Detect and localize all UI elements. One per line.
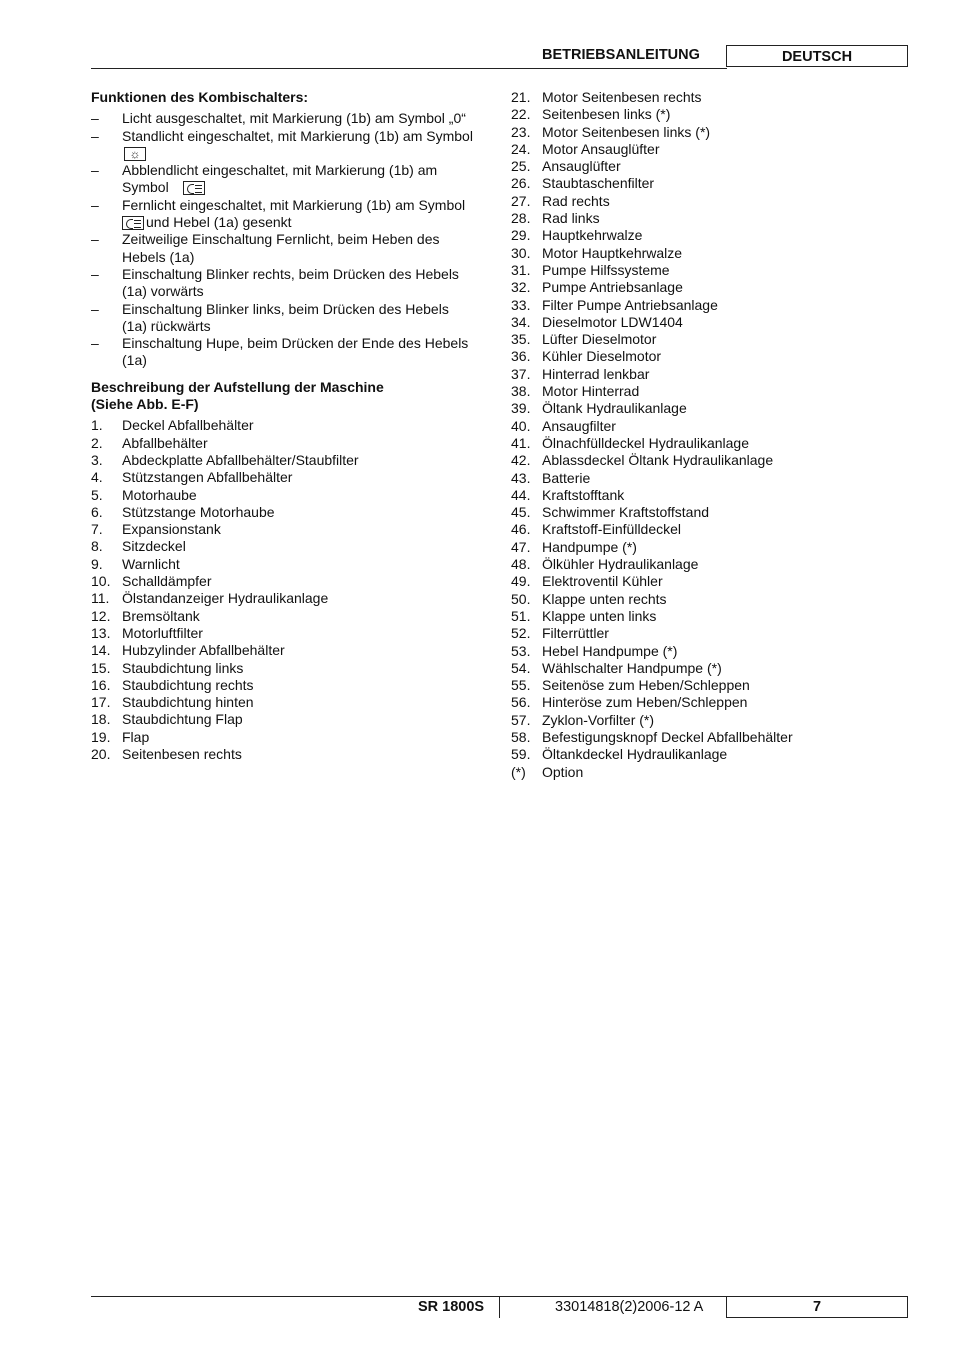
item-label: Motorhaube [122,486,197,503]
list-item [91,590,491,607]
item-number: 53. [511,642,531,659]
item-number: 49. [511,573,531,590]
list-item [511,487,931,504]
item-number: 45. [511,504,531,521]
function-text: Einschaltung Hupe, beim Drücken der Ende des Hebels [122,335,469,352]
list-item [511,521,931,538]
item-label: Flap [122,728,150,745]
item-number: 15. [91,659,111,676]
list-item [511,694,931,711]
list-item [511,643,931,660]
list-item [91,746,491,763]
item-label: Motor Seitenbesen links (*) [542,123,711,140]
item-number: 31. [511,261,531,278]
function-item [91,266,491,301]
list-item [511,764,931,781]
list-item [511,608,931,625]
item-number: 39. [511,400,531,417]
item-number: 23. [511,123,531,140]
list-item [511,400,931,417]
item-label: Rad rechts [542,192,610,209]
item-label: Schalldämpfer [122,573,212,590]
item-number: 35. [511,331,531,348]
function-text: Einschaltung Blinker links, beim Drücken des Hebels [122,300,449,317]
list-item [511,677,931,694]
function-text: Abblendlicht eingeschaltet, mit Markierung (1b) am [122,162,438,179]
item-number: 47. [511,538,531,555]
footer-separator [499,1297,500,1318]
item-label: Deckel Abfallbehälter [122,417,254,434]
item-label: Expansionstank [122,521,221,538]
item-label: Kraftstoff-Einfülldeckel [542,521,682,538]
list-item [511,504,931,521]
dash: – [91,127,99,144]
list-item [511,383,931,400]
dash: – [91,335,99,352]
item-label: Öltankdeckel Hydraulikanlage [542,746,728,763]
item-number: 18. [91,711,111,728]
function-item [91,335,491,370]
list-item [91,677,491,694]
item-number: 16. [91,676,111,693]
item-label: Sitzdeckel [122,538,186,555]
item-label: Staubdichtung rechts [122,676,254,693]
list-item [511,556,931,573]
list-item [511,158,931,175]
item-label: Seitenbesen links (*) [542,106,671,123]
item-number: 2. [91,434,103,451]
right-column [511,89,931,781]
functions-heading: Funktionen des Kombischalters: [91,89,309,105]
function-text: (1a) vorwärts [122,283,204,300]
item-label: Warnlicht [122,555,180,572]
item-label: Ölkühler Hydraulikanlage [542,556,699,573]
item-label: Filter Pumpe Antriebsanlage [542,296,718,313]
function-item [91,231,491,266]
list-item [511,245,931,262]
item-number: 27. [511,192,531,209]
item-number: (*) [511,763,526,780]
footer-doc-code: 33014818(2)2006-12 A [555,1299,704,1315]
item-number: 20. [91,745,111,762]
item-label: Stützstange Motorhaube [122,503,275,520]
dash: – [91,300,99,317]
item-number: 33. [511,296,531,313]
item-label: Zyklon-Vorfilter (*) [542,711,655,728]
list-item [91,711,491,728]
item-label: Motor Hauptkehrwalze [542,244,683,261]
list-item [511,89,931,106]
item-label: Klappe unten rechts [542,590,667,607]
item-number: 36. [511,348,531,365]
list-item [511,452,931,469]
item-number: 44. [511,486,531,503]
list-item [91,487,491,504]
item-number: 12. [91,607,111,624]
list-item [91,694,491,711]
item-number: 51. [511,607,531,624]
item-number: 37. [511,365,531,382]
item-number: 13. [91,624,111,641]
item-label: Ölstandanzeiger Hydraulikanlage [122,590,329,607]
item-number: 8. [91,538,103,555]
item-number: 41. [511,434,531,451]
dash: – [91,162,99,179]
list-item [511,712,931,729]
item-label: Ablassdeckel Öltank Hydraulikanlage [542,452,774,469]
item-number: 34. [511,313,531,330]
footer-model: SR 1800S [418,1299,485,1315]
list-item [91,556,491,573]
item-number: 10. [91,573,111,590]
list-item [91,452,491,469]
item-label: Pumpe Antriebsanlage [542,279,683,296]
list-item [511,297,931,314]
function-text: Hebels (1a) [122,248,195,265]
item-number: 9. [91,555,103,572]
list-item [91,642,491,659]
function-item [91,301,491,336]
function-item [91,197,491,232]
dash: – [91,265,99,282]
item-number: 28. [511,210,531,227]
item-label: Hubzylinder Abfallbehälter [122,642,285,659]
list-item [511,175,931,192]
list-item [511,193,931,210]
component-list-left [91,417,491,763]
item-label: Dieselmotor LDW1404 [542,313,683,330]
item-number: 24. [511,140,531,157]
item-label: Schwimmer Kraftstoffstand [542,504,710,521]
list-item [511,348,931,365]
item-label: Befestigungsknopf Deckel Abfallbehälter [542,728,793,745]
function-text: Symbol [122,179,169,196]
item-label: Öltank Hydraulikanlage [542,400,687,417]
item-label: Stützstangen Abfallbehälter [122,469,293,486]
page-number-box: 7 [726,1296,908,1318]
item-label: Abfallbehälter [122,434,208,451]
list-item [91,729,491,746]
list-item [511,729,931,746]
item-label: Rad links [542,210,600,227]
list-item [511,573,931,590]
function-text: und Hebel (1a) gesenkt [146,214,292,231]
list-item [91,469,491,486]
item-label: Motor Hinterrad [542,383,640,400]
function-item [91,128,491,163]
item-label: Lüfter Dieselmotor [542,331,657,348]
item-label: Staubtaschenfilter [542,175,655,192]
item-number: 7. [91,521,103,538]
list-item [91,504,491,521]
item-number: 46. [511,521,531,538]
item-number: 38. [511,383,531,400]
list-item [511,124,931,141]
item-number: 29. [511,227,531,244]
list-item [91,521,491,538]
function-text: Zeitweilige Einschaltung Fernlicht, beim Heben des [122,231,440,248]
item-number: 3. [91,451,103,468]
dash: – [91,196,99,213]
function-text: Fernlicht eingeschaltet, mit Markierung (1b) am Symbol [122,196,466,213]
description-heading: Beschreibung der Aufstellung der Maschine [91,378,384,395]
function-text: Licht ausgeschaltet, mit Markierung (1b) am Symbol „0“ [122,110,466,127]
item-number: 26. [511,175,531,192]
list-item [511,470,931,487]
item-label: Filterrüttler [542,625,609,642]
item-label: Ölnachfülldeckel Hydraulikanlage [542,434,750,451]
list-item [511,141,931,158]
list-item [91,608,491,625]
item-number: 40. [511,417,531,434]
description-heading-ref: (Siehe Abb. E-F) [91,396,199,413]
item-number: 32. [511,279,531,296]
item-number: 19. [91,728,111,745]
list-item [91,573,491,590]
item-number: 56. [511,694,531,711]
item-label: Klappe unten links [542,607,657,624]
dash: – [91,231,99,248]
item-number: 43. [511,469,531,486]
item-label: Pumpe Hilfssysteme [542,261,670,278]
item-label: Batterie [542,469,591,486]
item-number: 25. [511,158,531,175]
list-item [511,418,931,435]
main-beam-symbol-icon [122,216,144,230]
item-number: 5. [91,486,103,503]
item-label: Hinteröse zum Heben/Schleppen [542,694,748,711]
item-number: 22. [511,106,531,123]
item-label: Staubdichtung hinten [122,694,254,711]
list-item [511,262,931,279]
item-number: 1. [91,417,103,434]
list-item [511,210,931,227]
item-label: Handpumpe (*) [542,538,637,555]
item-label: Motor Seitenbesen rechts [542,89,702,105]
item-label: Kühler Dieselmotor [542,348,662,365]
list-item [511,746,931,763]
item-number: 6. [91,503,103,520]
item-label: Option [542,763,584,780]
item-label: Motor Ansauglüfter [542,140,660,157]
item-number: 55. [511,677,531,694]
item-number: 21. [511,89,531,105]
parking-light-symbol-icon [124,147,146,161]
item-label: Hinterrad lenkbar [542,365,650,382]
function-text: Einschaltung Blinker rechts, beim Drücken des Hebels [122,265,459,282]
language-box: DEUTSCH [726,45,908,67]
list-item [511,279,931,296]
list-item [511,435,931,452]
item-number: 14. [91,642,111,659]
list-item [511,591,931,608]
header-rule [91,68,727,69]
item-number: 4. [91,469,103,486]
list-item [511,366,931,383]
dipped-beam-symbol-icon [183,181,205,195]
item-label: Hebel Handpumpe (*) [542,642,678,659]
item-label: Elektroventil Kühler [542,573,663,590]
list-item [511,314,931,331]
item-label: Ansaugfilter [542,417,616,434]
item-label: Ansauglüfter [542,158,621,175]
function-item [91,162,491,197]
item-label: Staubdichtung Flap [122,711,243,728]
header-title: BETRIEBSANLEITUNG [542,47,700,63]
list-item [91,660,491,677]
function-text: Standlicht eingeschaltet, mit Markierung (1b) am Symbol [122,127,473,144]
dash: – [91,110,99,127]
list-item [511,106,931,123]
component-list-right [511,89,931,781]
left-column [91,89,491,763]
item-label: Kraftstofftank [542,486,625,503]
item-number: 58. [511,728,531,745]
item-number: 52. [511,625,531,642]
item-number: 30. [511,244,531,261]
list-item [511,660,931,677]
list-item [511,331,931,348]
item-number: 42. [511,452,531,469]
item-number: 11. [91,590,110,607]
function-text: (1a) [122,352,147,369]
item-number: 48. [511,556,531,573]
list-item [511,227,931,244]
list-item [511,625,931,642]
list-item [91,417,491,434]
item-label: Motorluftfilter [122,624,203,641]
function-item [91,110,491,127]
item-label: Staubdichtung links [122,659,244,676]
list-item [511,539,931,556]
item-label: Wählschalter Handpumpe (*) [542,659,722,676]
item-label: Seitenöse zum Heben/Schleppen [542,677,750,694]
item-label: Abdeckplatte Abfallbehälter/Staubfilter [122,451,359,468]
item-label: Hauptkehrwalze [542,227,643,244]
item-number: 54. [511,659,531,676]
item-number: 59. [511,746,531,763]
item-label: Bremsöltank [122,607,200,624]
item-number: 17. [91,694,111,711]
item-number: 50. [511,590,531,607]
footer-rule [91,1296,727,1297]
list-item [91,435,491,452]
item-label: Seitenbesen rechts [122,745,242,762]
function-text: (1a) rückwärts [122,317,211,334]
list-item [91,538,491,555]
list-item [91,625,491,642]
item-number: 57. [511,711,531,728]
